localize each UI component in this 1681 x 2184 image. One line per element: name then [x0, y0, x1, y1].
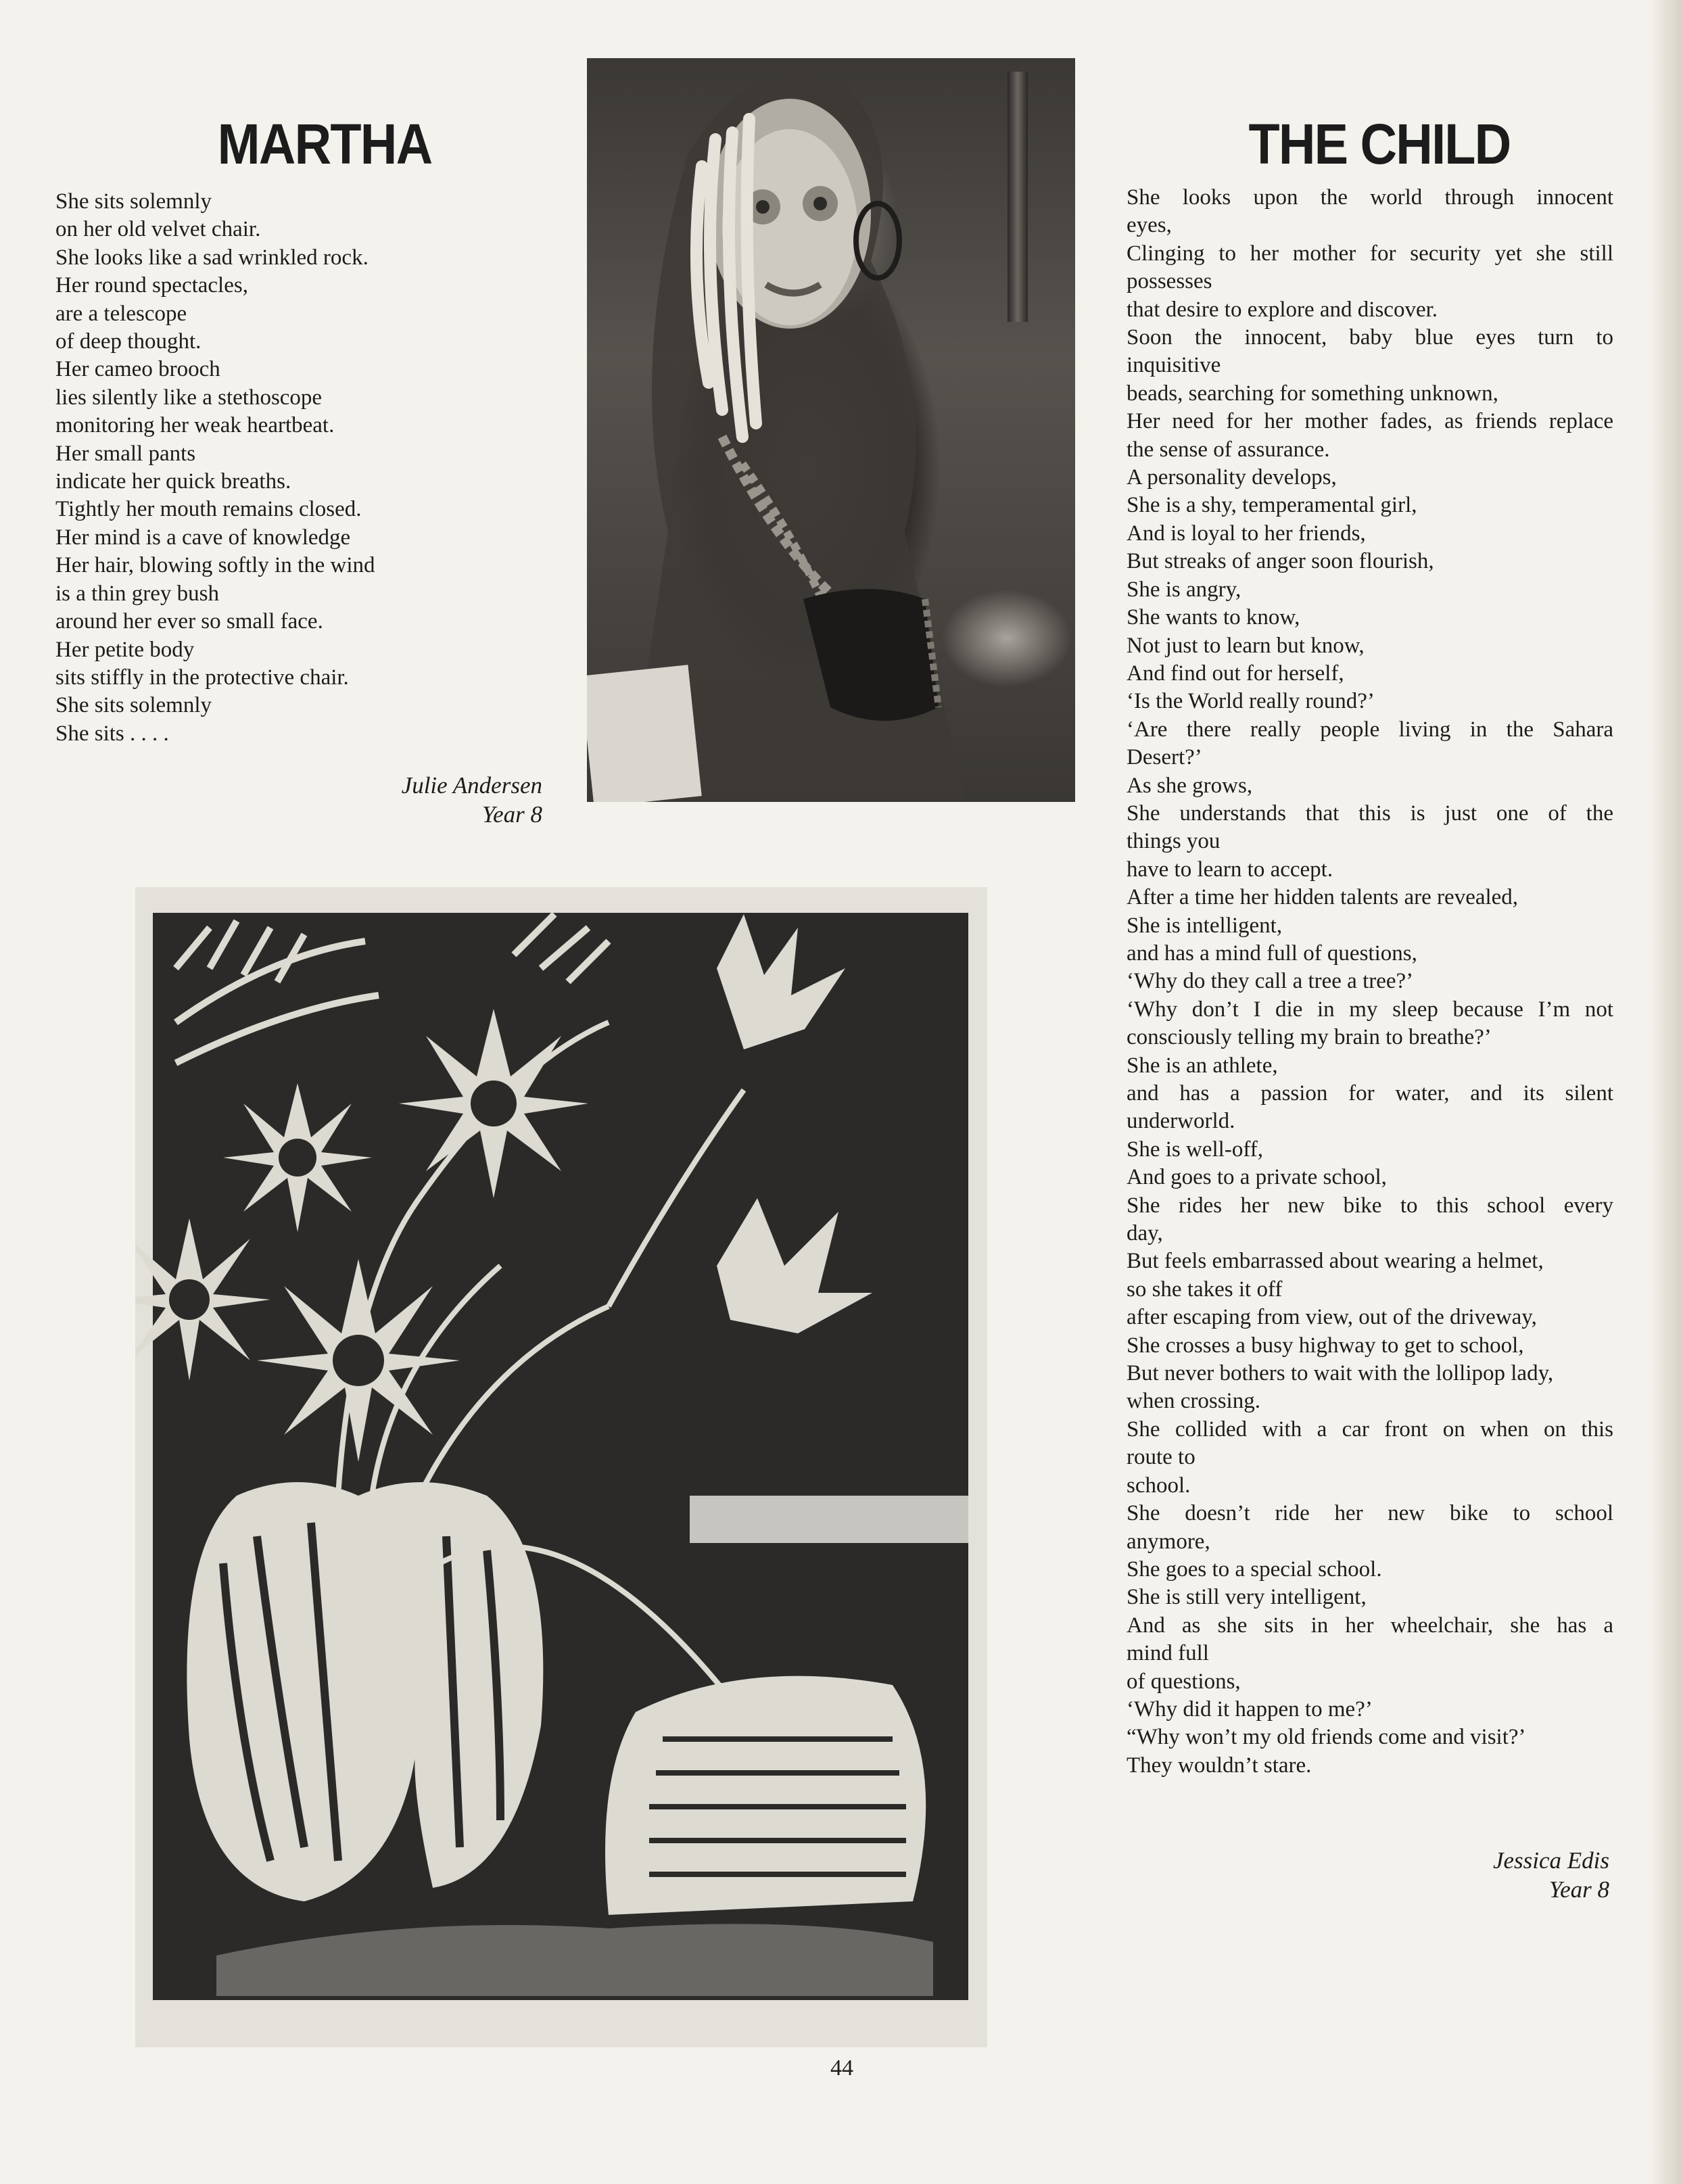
child-poem-line: Desert?’: [1127, 745, 1202, 770]
child-poem-line: and has a passion for water, and its silent: [1127, 1081, 1613, 1106]
child-poem-line: And is loyal to her friends,: [1127, 521, 1366, 546]
martha-poem-line: on her old velvet chair.: [55, 217, 261, 242]
child-poem-line: As she grows,: [1127, 773, 1253, 798]
child-poem-line: inquisitive: [1127, 353, 1221, 378]
child-poem-line: route to: [1127, 1445, 1195, 1470]
child-poem-line: They wouldn’t stare.: [1127, 1753, 1312, 1778]
child-poem-line: After a time her hidden talents are revealed,: [1127, 885, 1519, 910]
martha-poem-line: She sits solemnly: [55, 693, 212, 718]
child-poem-line: She doesn’t ride her new bike to school: [1127, 1501, 1613, 1526]
martha-signature: [325, 771, 542, 829]
child-poem-line: And as she sits in her wheelchair, she has a: [1127, 1613, 1613, 1638]
child-poem-line: so she takes it off: [1127, 1277, 1283, 1302]
martha-author: Julie Andersen: [401, 772, 542, 799]
child-poem-line: Clinging to her mother for security yet she still: [1127, 241, 1613, 266]
child-poem-line: She crosses a busy highway to get to school,: [1127, 1333, 1524, 1358]
linocut-artwork: [135, 887, 987, 2047]
child-poem-line: “Why won’t my old friends come and visit?’: [1127, 1725, 1526, 1750]
child-poem-line: ‘Are there really people living in the Sahara: [1127, 717, 1613, 742]
child-poem-line: But never bothers to wait with the lollipop lady,: [1127, 1361, 1554, 1386]
doll-photograph: [587, 58, 1075, 802]
child-poem-line: ‘Why don’t I die in my sleep because I’m not: [1127, 997, 1613, 1022]
martha-poem-line: Her round spectacles,: [55, 273, 248, 298]
child-poem-line: She goes to a special school.: [1127, 1557, 1382, 1582]
martha-year: Year 8: [481, 801, 542, 828]
martha-poem-line: are a telescope: [55, 301, 187, 326]
child-poem-line: Soon the innocent, baby blue eyes turn to: [1127, 325, 1613, 350]
child-author: Jessica Edis: [1492, 1847, 1609, 1874]
linocut-print-flowers: [135, 887, 987, 2047]
martha-poem-line: of deep thought.: [55, 329, 202, 354]
martha-poem-line: around her ever so small face.: [55, 609, 323, 634]
child-poem-line: after escaping from view, out of the driveway,: [1127, 1305, 1537, 1330]
martha-poem: [55, 188, 569, 748]
child-poem-line: She understands that this is just one of the: [1127, 801, 1613, 826]
child-poem-line: And goes to a private school,: [1127, 1165, 1387, 1190]
child-poem-line: Her need for her mother fades, as friends replace: [1127, 409, 1613, 434]
martha-poem-line: She sits solemnly: [55, 189, 212, 214]
child-poem-line: She is an athlete,: [1127, 1053, 1278, 1078]
martha-poem-line: lies silently like a stethoscope: [55, 385, 323, 410]
child-poem-line: ‘Why do they call a tree a tree?’: [1127, 969, 1414, 994]
martha-poem-line: Tightly her mouth remains closed.: [55, 497, 362, 522]
child-poem-line: have to learn to accept.: [1127, 857, 1333, 882]
martha-poem-line: Her cameo brooch: [55, 357, 220, 382]
child-poem: [1127, 184, 1613, 1780]
photo-background-frame: [1008, 72, 1028, 322]
child-poem-line: day,: [1127, 1221, 1163, 1246]
child-poem-line: anymore,: [1127, 1529, 1210, 1554]
photo-note-card: [587, 665, 702, 802]
child-poem-line: of questions,: [1127, 1669, 1241, 1694]
martha-poem-line: indicate her quick breaths.: [55, 469, 291, 494]
child-poem-line: She is a shy, temperamental girl,: [1127, 493, 1417, 518]
child-poem-line: ‘Why did it happen to me?’: [1127, 1696, 1373, 1722]
child-poem-line: things you: [1127, 829, 1221, 854]
child-poem-line: But feels embarrassed about wearing a helmet,: [1127, 1249, 1544, 1274]
page-number: 44: [830, 2056, 853, 2081]
child-poem-line: eyes,: [1127, 213, 1172, 238]
child-poem-line: Not just to learn but know,: [1127, 633, 1365, 658]
martha-poem-line: monitoring her weak heartbeat.: [55, 413, 335, 438]
child-poem-line: underworld.: [1127, 1109, 1235, 1134]
martha-poem-line: Her mind is a cave of knowledge: [55, 525, 351, 550]
martha-poem-line: Her hair, blowing softly in the wind: [55, 553, 375, 578]
child-poem-line: beads, searching for something unknown,: [1127, 381, 1498, 406]
child-poem-line: ‘Is the World really round?’: [1127, 689, 1375, 714]
martha-poem-line: is a thin grey bush: [55, 581, 219, 606]
child-poem-line: She is well-off,: [1127, 1137, 1263, 1162]
child-poem-line: when crossing.: [1127, 1389, 1260, 1414]
child-poem-line: school.: [1127, 1473, 1191, 1498]
child-poem-line: But streaks of anger soon flourish,: [1127, 549, 1434, 574]
child-poem-line: She is intelligent,: [1127, 913, 1283, 938]
child-poem-line: the sense of assurance.: [1127, 437, 1330, 462]
child-poem-line: She looks upon the world through innocent: [1127, 185, 1613, 210]
child-poem-line: A personality develops,: [1127, 465, 1337, 490]
child-title: THE CHILD: [1248, 112, 1511, 176]
martha-poem-line: sits stiffly in the protective chair.: [55, 665, 349, 690]
child-poem-line: consciously telling my brain to breathe?’: [1127, 1025, 1492, 1050]
child-poem-line: mind full: [1127, 1641, 1209, 1666]
page-edge-shadow: [1650, 0, 1681, 2184]
child-poem-line: She rides her new bike to this school every: [1127, 1193, 1613, 1218]
child-poem-line: that desire to explore and discover.: [1127, 297, 1438, 322]
martha-poem-line: Her petite body: [55, 637, 195, 662]
child-poem-line: and has a mind full of questions,: [1127, 941, 1417, 966]
child-poem-line: She wants to know,: [1127, 605, 1300, 630]
martha-poem-line: She looks like a sad wrinkled rock.: [55, 245, 369, 270]
child-poem-line: possesses: [1127, 269, 1212, 294]
martha-poem-line: Her small pants: [55, 441, 196, 466]
martha-poem-line: She sits . . . .: [55, 721, 169, 746]
child-year: Year 8: [1548, 1876, 1609, 1903]
child-poem-line: She is angry,: [1127, 577, 1241, 602]
child-poem-line: She collided with a car front on when on this: [1127, 1417, 1613, 1442]
martha-title: MARTHA: [217, 112, 432, 176]
child-poem-line: She is still very intelligent,: [1127, 1585, 1367, 1610]
child-poem-line: And find out for herself,: [1127, 661, 1344, 686]
child-signature: [1406, 1846, 1609, 1904]
